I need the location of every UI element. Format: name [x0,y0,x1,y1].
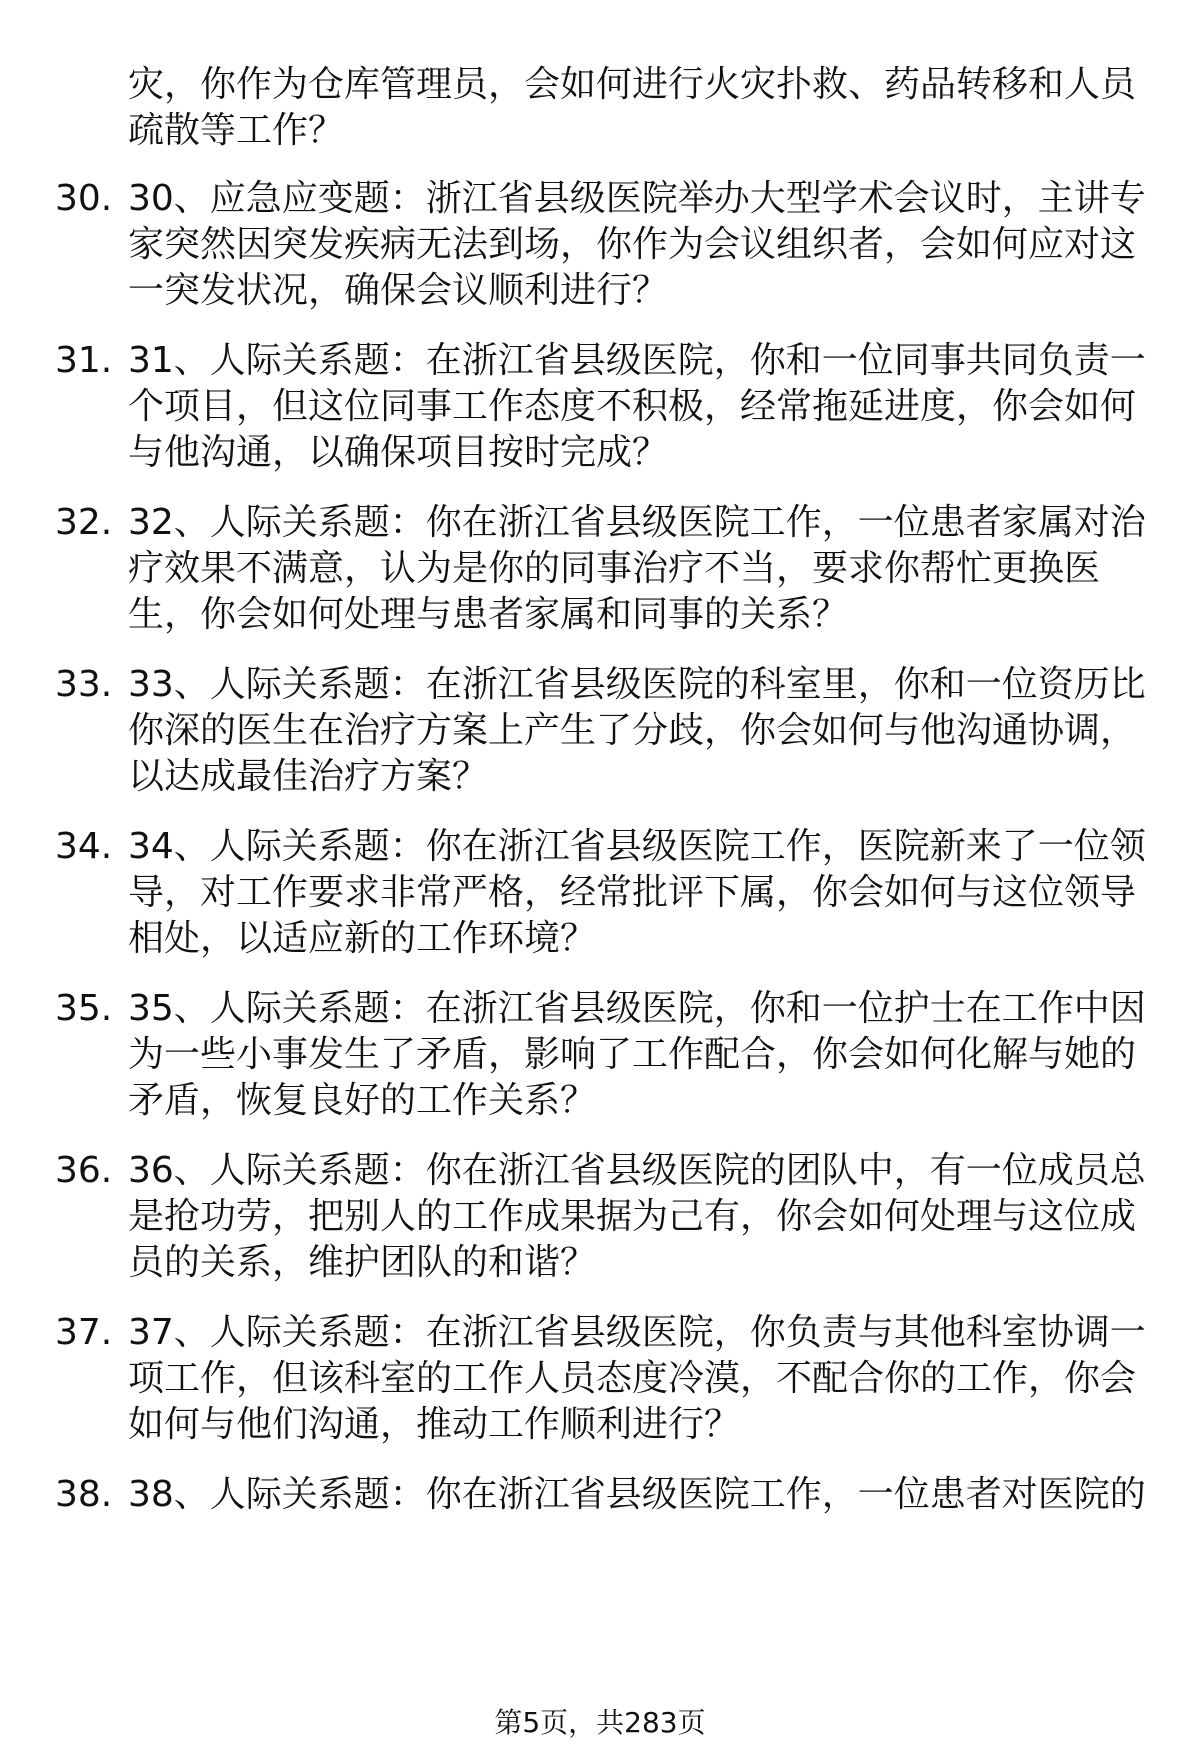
item-number: 33. [55,664,113,705]
item-number: 37. [55,1312,113,1353]
page-number-footer: 第5页，共283页 [494,1706,706,1739]
item-text: 37、人际关系题：在浙江省县级医院，你负责与其他科室协调一项工作，但该科室的工作人员态度冷漠，不配合你的工作，你会如何与他们沟通，推动工作顺利进行？ [128,1312,1146,1445]
intro-paragraph: 灾，你作为仓库管理员，会如何进行火灾扑救、药品转移和人员疏散等工作？ [128,64,1137,151]
item-number: 35. [55,988,113,1029]
item-number: 36. [55,1150,113,1191]
item-number: 30. [55,178,113,219]
item-text: 33、人际关系题：在浙江省县级医院的科室里，你和一位资历比你深的医生在治疗方案上产生了分歧，你会如何与他沟通协调，以达成最佳治疗方案？ [128,664,1146,797]
item-number: 34. [55,826,113,867]
item-text: 34、人际关系题：你在浙江省县级医院工作，医院新来了一位领导，对工作要求非常严格，经常批评下属，你会如何与这位领导相处，以适应新的工作环境？ [128,826,1146,959]
item-text: 31、人际关系题：在浙江省县级医院，你和一位同事共同负责一个项目，但这位同事工作态度不积极，经常拖延进度，你会如何与他沟通，以确保项目按时完成？ [128,340,1146,473]
item-text: 32、人际关系题：你在浙江省县级医院工作，一位患者家属对治疗效果不满意，认为是你的同事治疗不当，要求你帮忙更换医生，你会如何处理与患者家属和同事的关系？ [128,502,1146,635]
item-text: 36、人际关系题：你在浙江省县级医院的团队中，有一位成员总是抢功劳，把别人的工作成果据为己有，你会如何处理与这位成员的关系，维护团队的和谐？ [128,1150,1146,1283]
item-text: 30、应急应变题：浙江省县级医院举办大型学术会议时，主讲专家突然因突发疾病无法到场，你作为会议组织者，会如何应对这一突发状况，确保会议顺利进行？ [128,178,1146,311]
item-number: 38. [55,1474,113,1515]
item-text: 35、人际关系题：在浙江省县级医院，你和一位护士在工作中因为一些小事发生了矛盾，影响了工作配合，你会如何化解与她的矛盾，恢复良好的工作关系？ [128,988,1146,1121]
item-number: 31. [55,340,113,381]
item-text: 38、人际关系题：你在浙江省县级医院工作，一位患者对医院的 [128,1474,1146,1515]
item-number: 32. [55,502,113,543]
